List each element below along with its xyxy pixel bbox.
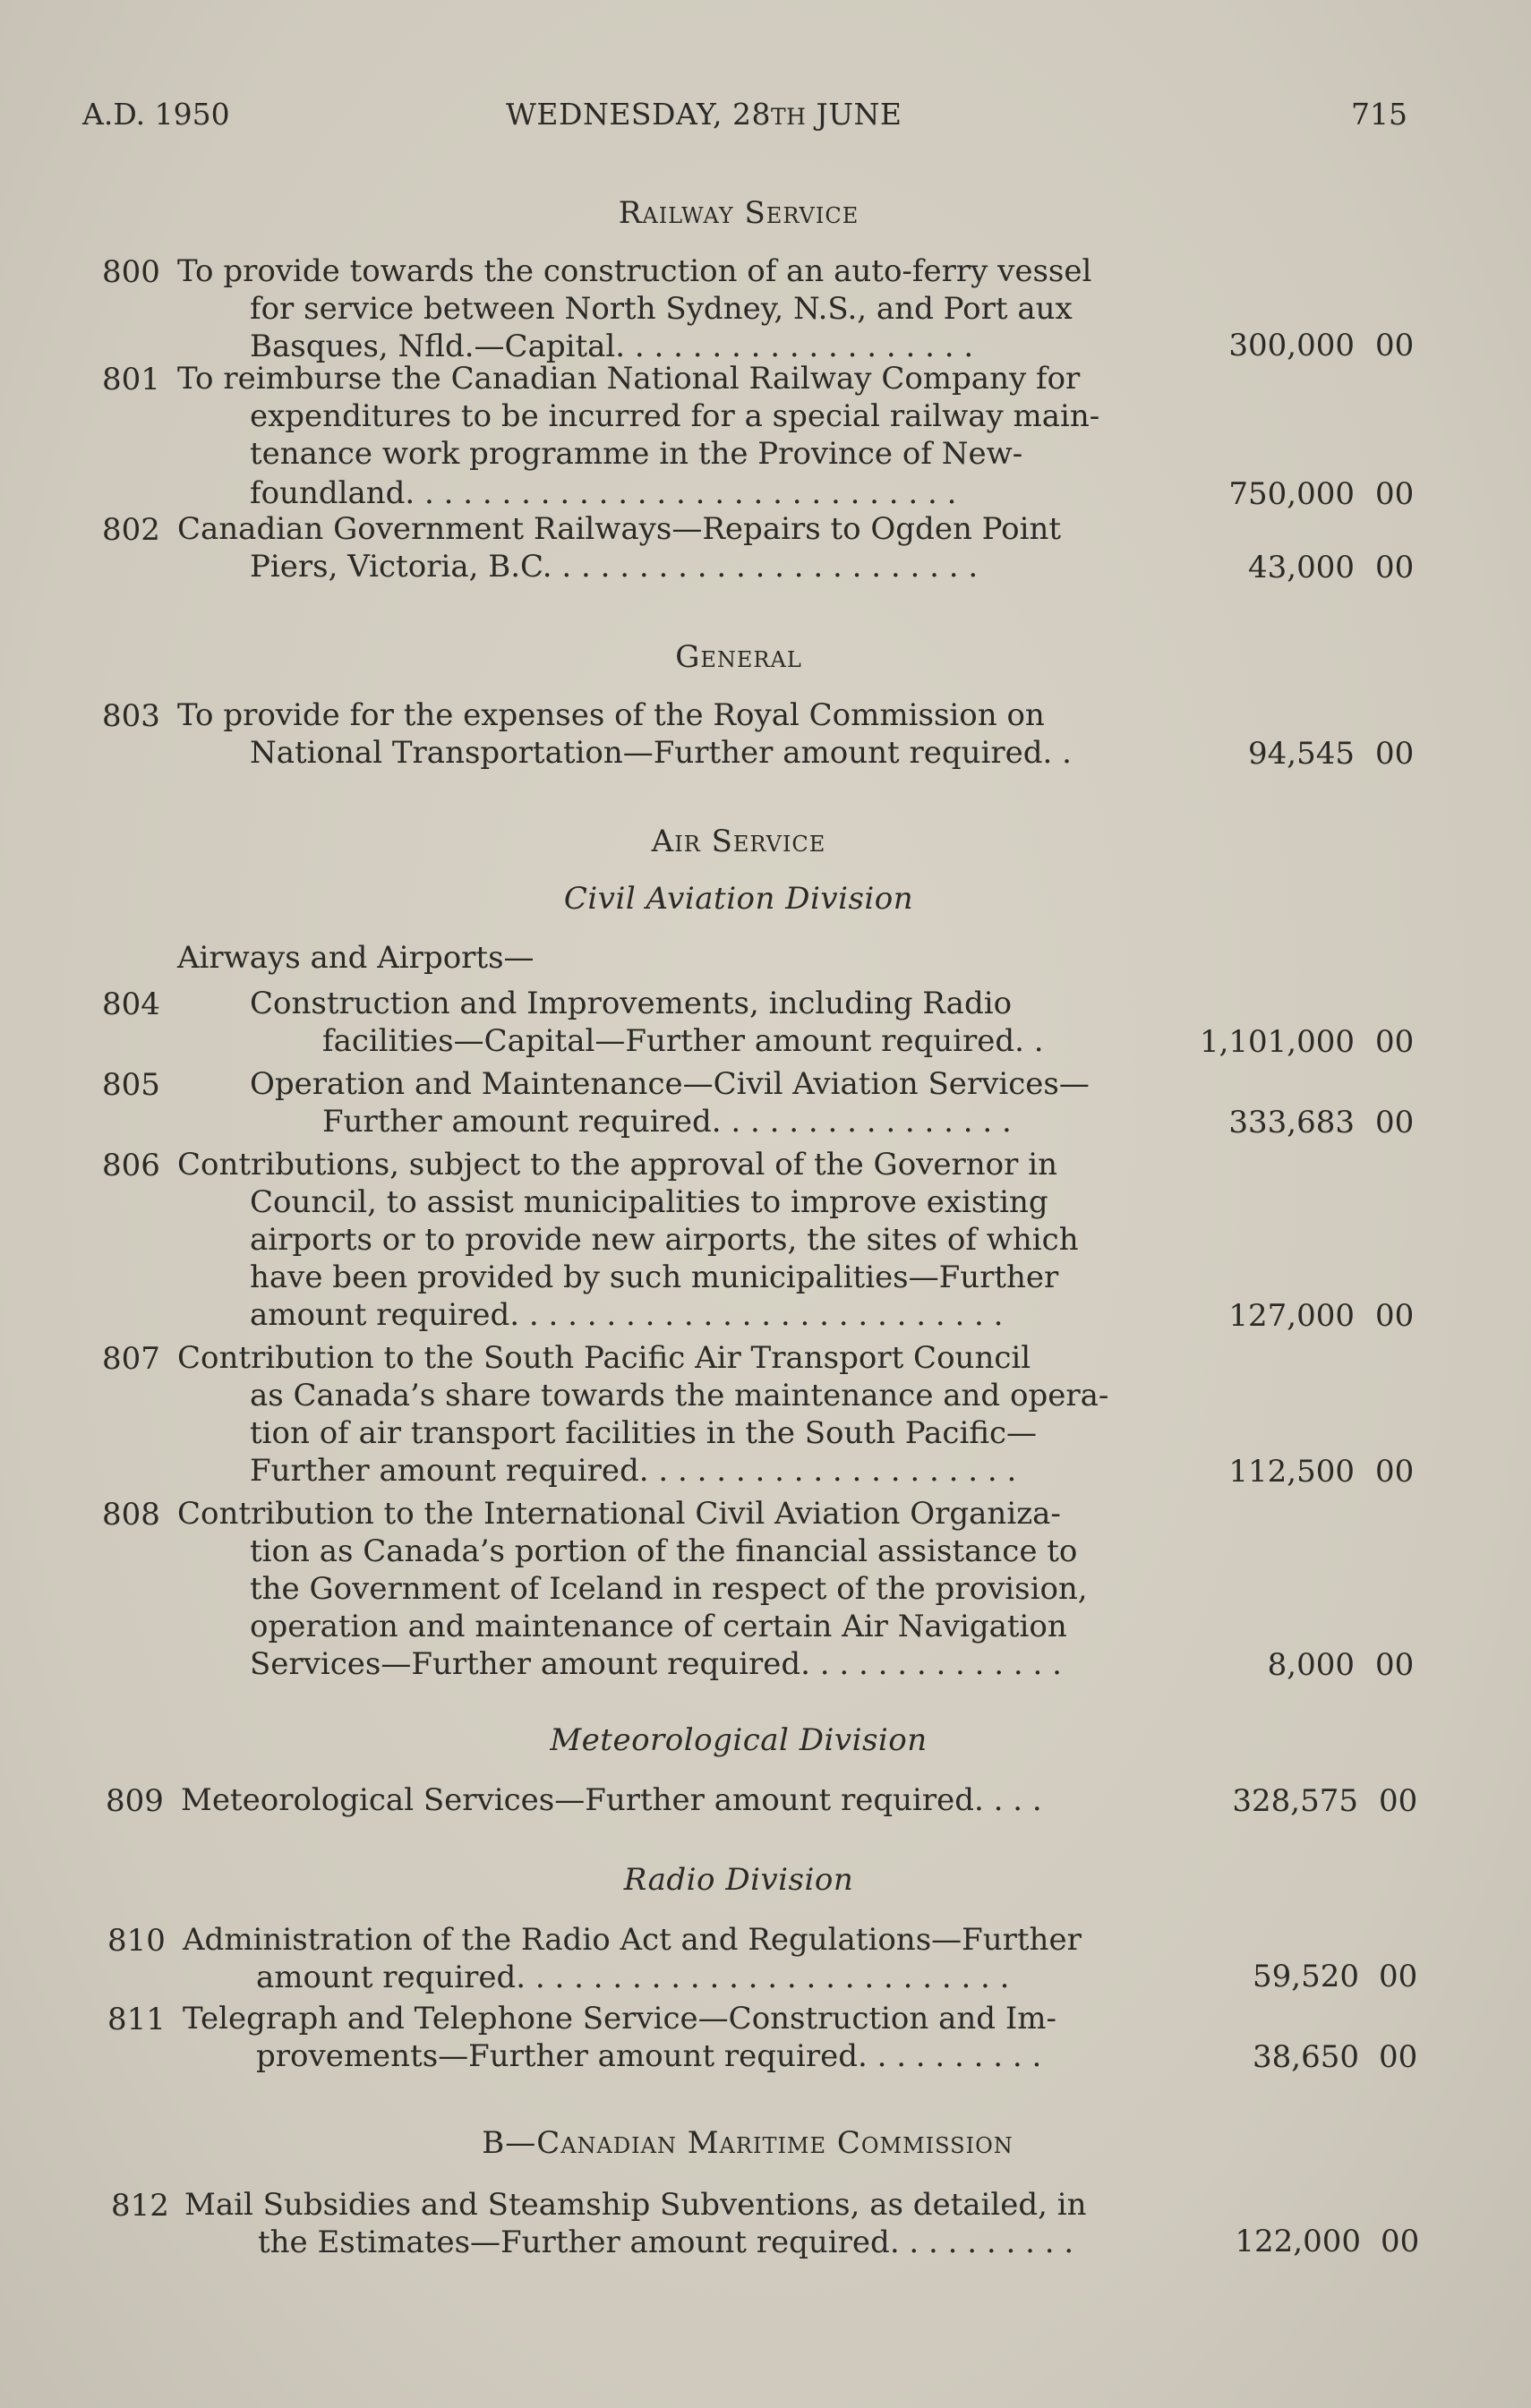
item-cents: 00 [1379,2039,1418,2075]
header-year: A.D. 1950 [82,97,230,132]
item-amount: 300,000 [1228,328,1355,363]
item-cents: 00 [1375,1024,1415,1060]
item-cents: 00 [1375,1647,1415,1683]
item-number: 809 [106,1783,164,1819]
item-number: 806 [102,1148,160,1183]
item-cents: 00 [1379,1783,1418,1819]
page: A.D. 1950 WEDNESDAY, 28TH JUNE 715 Railway Service 800 To provide towards the construction of an auto-ferry vessel for service between North Sydney, N.S., and Port aux Basques, Nfld.—Capital. . . . . . . . . . . . . . . . . . . 300,000 00 801 To reimburse the Canadian National Railway Company for expenditures to be incurred for a special railway main- tenance work programme in the Province of New- foundland. . . . . . . . . . . . . . . . . . . . . . . . . . . . . 750,000 00 802 Canadian Government Railways—Repairs to Ogden Point Piers, Victoria, B.C. . . . . . . . . . . . . . . . . . . . . . . 43,000 00 General 803 To provide for the expenses of the Royal Commission on National Transportation—Further amount required. . 94,545 00 Air Service Civil Aviation Division Airways and Airports— 804 Construction and Improvements, including Radio facilities—Capital—Further amount required. . 1,101,000 00 805 Operation and Maintenance—Civil Aviation Services— Further amount required. . . . . . . . . . . . . . . . 333,683 00 806 Contributions, subject to the approval of the Governor in Council, to assist municipalities to improve existing airports or to provide new airports, the sites of which have been provided by such municipalities—Further amount required. . . . . . . . . . . . . . . . . . . . . . . . . . 127,000 00 807 Contribution to the South Pacific Air Transport Council as Canada’s share towards the maintenance and opera- tion of air transport facilities in the South Pacific— Further amount required. . . . . . . . . . . . . . . . . . . . 112,500 00 808 Contribution to the International Civil Aviation Organiza- tion as Canada’s portion of the financial assistance to the Government of Iceland in respect of the provision, operation and maintenance of certain Air Navigation Services—Further amount required. . . . . . . . . . . . . . 8,000 00 Meteorological Division 809 Meteorological Services—Further amount required. . . . 328,575 00 Radio Division 810 Administration of the Radio Act and Regulations—Further amount required. . . . . . . . . . . . . . . . . . . . . . . . . . 59,520 00 811 Telegraph and Telephone Service—Construction and Im- provements—Further amount required. . . . . . . . . . 38,650 00 B—Canadian Maritime Commission 812 Mail Subsidies and Steamship Subventions, as detailed, in the Estimates—Further amount required. . . . . . . . . . 122,000 00 [0,0,1531,2408]
item-number: 805 [102,1067,160,1103]
item-amount: 127,000 [1228,1298,1355,1334]
item-amount: 43,000 [1248,550,1355,585]
item-number: 802 [102,512,160,548]
item-number: 807 [102,1341,160,1377]
section-heading-railway: Railway Service [618,195,860,231]
item-cents: 00 [1379,1959,1418,1994]
section-heading-general: General [675,639,802,675]
item-amount: 122,000 [1235,2224,1361,2259]
subheading-civil-aviation: Civil Aviation Division [563,881,914,917]
item-number: 803 [102,698,160,734]
item-cents: 00 [1375,328,1415,363]
header-date: WEDNESDAY, 28TH JUNE [506,97,902,132]
item-cents: 00 [1375,1298,1415,1334]
item-amount: 112,500 [1228,1454,1355,1490]
item-amount: 333,683 [1228,1105,1355,1140]
item-cents: 00 [1375,1454,1415,1490]
item-number: 801 [102,362,160,397]
item-number: 800 [102,254,160,290]
airways-label: Airways and Airports— [177,940,535,976]
item-number: 811 [107,2002,166,2037]
item-cents: 00 [1375,476,1415,512]
item-amount: 1,101,000 [1199,1024,1355,1060]
subheading-meteorological: Meteorological Division [550,1722,928,1758]
item-cents: 00 [1375,1105,1415,1140]
item-cents: 00 [1375,550,1415,585]
item-number: 808 [102,1497,160,1533]
item-number: 812 [111,2188,169,2224]
page-header [82,97,1407,140]
item-amount: 328,575 [1232,1783,1358,1819]
item-number: 810 [107,1923,166,1959]
item-number: 804 [102,986,160,1022]
item-cents: 00 [1375,736,1415,772]
subheading-radio: Radio Division [623,1862,854,1898]
item-amount: 59,520 [1253,1959,1359,1994]
item-amount: 8,000 [1267,1647,1355,1683]
item-amount: 94,545 [1248,736,1355,772]
section-heading-air: Air Service [651,824,826,859]
section-heading-maritime: B—Canadian Maritime Commission [482,2125,1014,2161]
item-amount: 750,000 [1228,476,1355,512]
item-cents: 00 [1381,2224,1420,2259]
page-number: 715 [1351,97,1407,132]
item-amount: 38,650 [1253,2039,1359,2075]
